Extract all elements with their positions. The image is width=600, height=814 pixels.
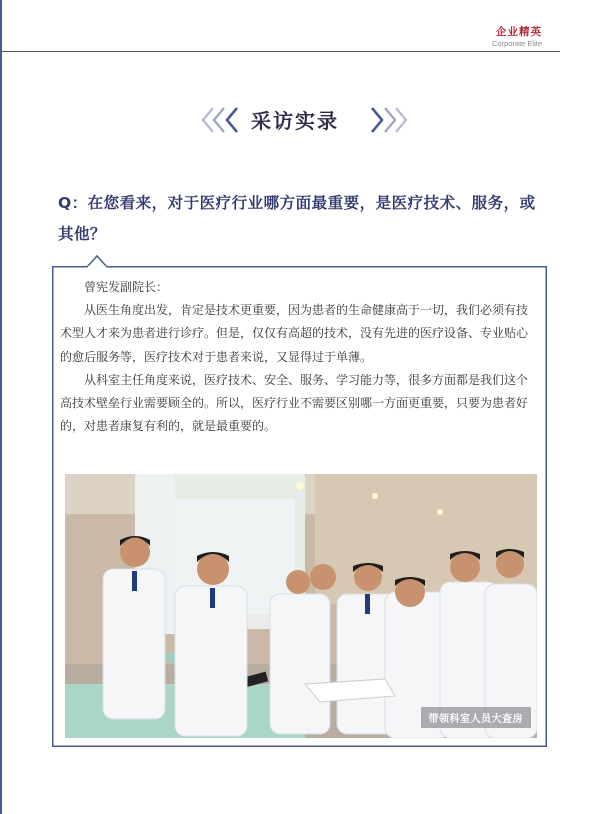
ward-round-photo [65,474,537,738]
answer-speaker: 曾宪发副院长： [84,280,169,294]
question-text: Q：在您看来，对于医疗行业哪方面最重要，是医疗技术、服务，或其他？ [58,194,536,243]
answer-body [60,276,538,438]
left-chevrons-icon [199,103,249,137]
answer-paragraph: 从科室主任角度来说，医疗技术、安全、服务、学习能力等，很多方面都是我们这个高技术壁垒行业需要顾全的。所以，医疗行业不需要区别哪一方面更重要，只要为患者好的，对患者康复有利的，就是最重要的。 [60,372,529,434]
answer-paragraph: 从医生角度出发，肯定是技术更重要，因为患者的生命健康高于一切，我们必须有技术型人才来为患者进行诊疗。但是，仅仅有高超的技术，没有先进的医疗设备、专业贴心的愈后服务等，医疗技术对于患者来说，又显得过于单薄。 [60,303,529,364]
right-chevrons-icon [364,103,414,137]
section-title: 采访实录 [251,109,339,133]
header-title: 企业精英 [496,26,542,38]
header-rule [0,51,560,52]
speech-notch [86,254,110,268]
section-heading [0,103,600,137]
photo-caption: 带领科室人员大查房 [421,707,532,728]
header-subtitle: Corporate Elite [491,39,542,48]
